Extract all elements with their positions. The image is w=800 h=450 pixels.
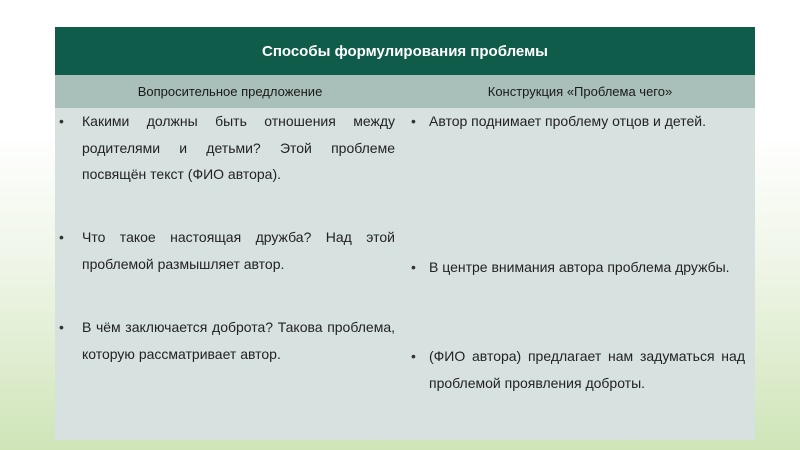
list-item: Автор поднимает проблему отцов и детей. (429, 113, 706, 129)
column-problem-of-construction (405, 108, 755, 440)
header-problem-of-construction: Конструкция «Проблема чего» (487, 84, 673, 99)
bullet-icon: • (59, 229, 64, 245)
column-question-sentence (55, 108, 405, 440)
list-item: Какими должны быть отношения между родителями и детьми? Этой проблеме посвящён текст (ФИО автора). (82, 113, 395, 182)
bullet-icon: • (59, 113, 64, 129)
comparison-table (55, 27, 755, 440)
list-item: Что такое настоящая дружба? Над этой проблемой размышляет автор. (82, 229, 395, 272)
table-header-row (55, 75, 755, 108)
bullet-icon: • (411, 348, 416, 364)
table-title: Способы формулирования проблемы (55, 27, 755, 75)
header-question-sentence: Вопросительное предложение (137, 84, 323, 99)
bullet-icon: • (411, 113, 416, 129)
bullet-icon: • (59, 319, 64, 335)
list-item: (ФИО автора) предлагает нам задуматься над проблемой проявления доброты. (429, 348, 745, 391)
table-body (55, 108, 755, 440)
list-item: В центре внимания автора проблема дружбы. (429, 259, 730, 275)
bullet-icon: • (411, 259, 416, 275)
list-item: В чём заключается доброта? Такова проблема, которую рассматривает автор. (82, 319, 395, 362)
